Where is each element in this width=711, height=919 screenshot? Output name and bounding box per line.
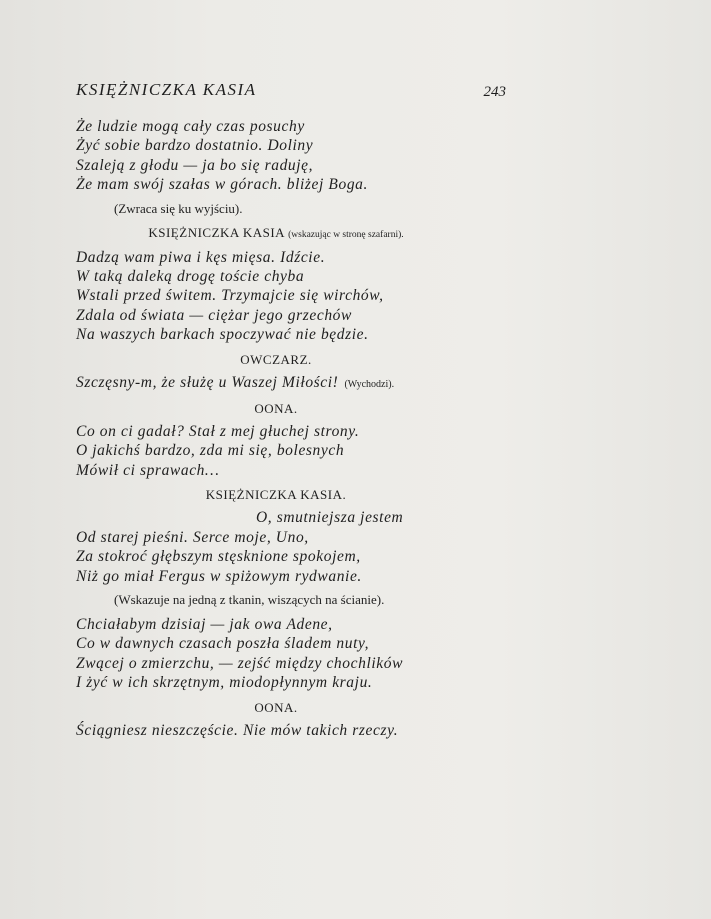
speaker-name: OWCZARZ. (240, 351, 312, 367)
stage-direction: (Wskazuje na jedną z tkanin, wiszących na ścianie). (114, 591, 385, 607)
verse-line: I żyć w ich skrzętnym, miodopłynnym kraju. (76, 674, 373, 692)
verse-line: W taką daleką drogę toście chyba (76, 268, 305, 286)
verse-line: Że mam swój szałas w górach. bliżej Boga. (76, 176, 368, 194)
page-number: 243 (483, 84, 506, 100)
page-header (76, 80, 506, 104)
stage-direction: (Zwraca się ku wyjściu). (114, 200, 243, 216)
speaker-name: OONA. (254, 699, 298, 715)
verse-line: Co on ci gadał? Stał z mej głuchej strony. (76, 423, 360, 441)
verse-line: Żyć sobie bardzo dostatnio. Doliny (76, 137, 314, 155)
verse-line: Za stokroć głębszym stęsknione spokojem, (76, 548, 361, 566)
verse-line: Co w dawnych czasach poszła śladem nuty, (76, 635, 370, 653)
verse-text: Szczęsny-m, że służę u Waszej Miłości! (76, 373, 339, 391)
verse-line: O jakichś bardzo, zda mi się, bolesnych (76, 442, 345, 460)
verse-line: Chciałabym dzisiaj — jak owa Adene, (76, 615, 333, 633)
verse-line: Że ludzie mogą cały czas posuchy (76, 118, 305, 135)
verse-line: Na waszych barkach spoczywać nie będzie. (76, 326, 369, 344)
inline-stage-direction: (Wychodzi). (344, 378, 395, 390)
speaker-name (76, 224, 476, 244)
verse-line: Mówił ci sprawach… (76, 461, 220, 479)
speaker-aside: (wskazując w stronę szafarni). (288, 229, 404, 240)
verse-line: Ściągniesz nieszczęście. Nie mów takich rzeczy. (76, 721, 399, 739)
verse-line: Od starej pieśni. Serce moje, Uno, (76, 528, 309, 546)
speaker-label: KSIĘŻNICZKA KASIA (148, 224, 285, 240)
verse-line: O, smutniejsza jestem (256, 509, 404, 527)
running-title: KSIĘŻNICZKA KASIA (76, 80, 257, 99)
drama-text (76, 117, 476, 740)
verse-line (76, 373, 476, 394)
speaker-name: KSIĘŻNICZKA KASIA. (205, 487, 347, 503)
verse-line: Zwącej o zmierzchu, — zejść między chochlików (76, 654, 404, 672)
verse-line: Zdala od świata — ciężar jego grzechów (76, 306, 352, 324)
speaker-name: OONA. (254, 401, 298, 417)
verse-line: Wstali przed świtem. Trzymajcie się wirchów, (76, 287, 384, 305)
verse-line: Dadzą wam piwa i kęs mięsa. Idźcie. (76, 248, 326, 266)
verse-line: Niż go miał Fergus w spiżowym rydwanie. (76, 567, 362, 585)
verse-line: Szaleją z głodu — ja bo się raduję, (76, 156, 314, 174)
